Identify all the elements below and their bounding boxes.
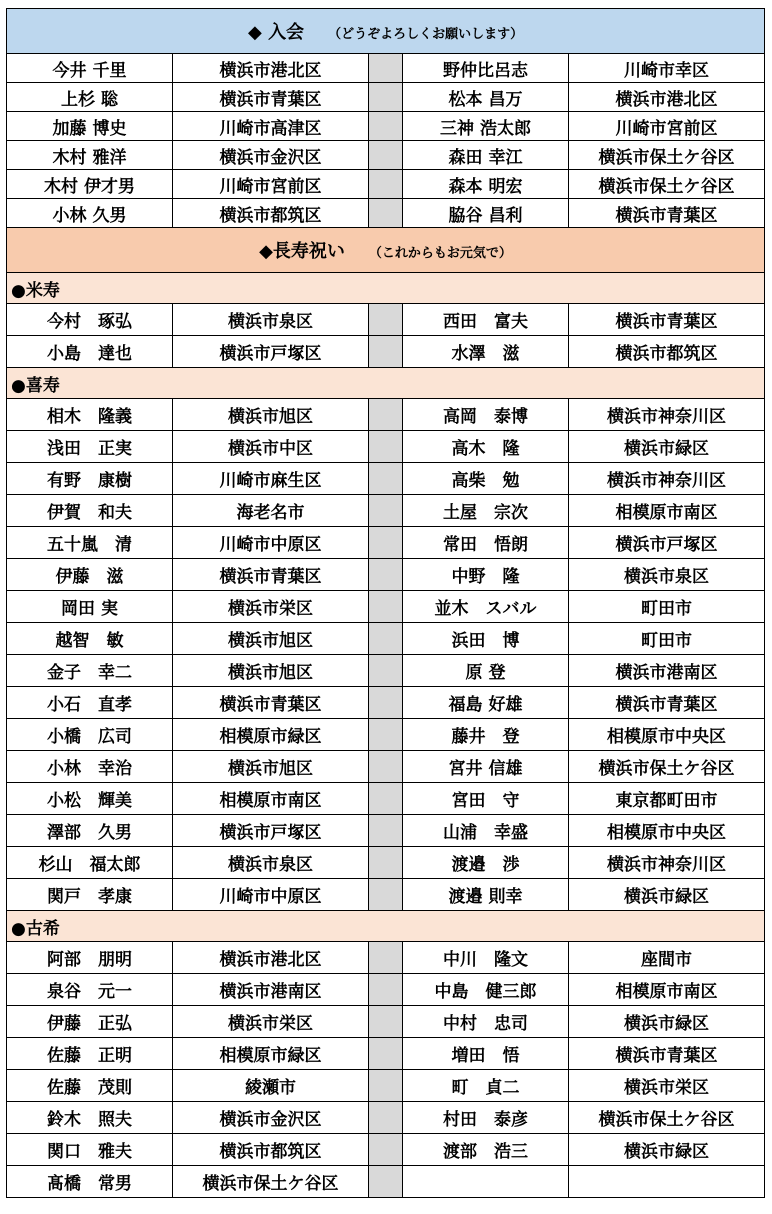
column-divider <box>369 141 403 170</box>
table-row <box>7 655 765 687</box>
member-name: 杉山 福太郎 <box>7 847 173 879</box>
member-city: 横浜市旭区 <box>173 655 369 687</box>
member-name: 伊賀 和夫 <box>7 495 173 527</box>
roster-body <box>7 9 765 1198</box>
column-divider <box>369 942 403 974</box>
table-row <box>7 463 765 495</box>
member-city: 川崎市中原区 <box>173 527 369 559</box>
table-row <box>7 1134 765 1166</box>
member-city: 川崎市宮前区 <box>173 170 369 199</box>
member-name: 中川 隆文 <box>403 942 569 974</box>
table-row <box>7 879 765 911</box>
member-name: 今村 琢弘 <box>7 304 173 336</box>
table-row <box>7 495 765 527</box>
member-city <box>569 1166 765 1198</box>
table-row <box>7 815 765 847</box>
member-city: 横浜市青葉区 <box>173 559 369 591</box>
member-name: 渡邉 則幸 <box>403 879 569 911</box>
member-name: 村田 泰彦 <box>403 1102 569 1134</box>
member-city: 横浜市港北区 <box>173 54 369 83</box>
member-city: 横浜市神奈川区 <box>569 847 765 879</box>
table-row <box>7 942 765 974</box>
member-name: 上杉 聡 <box>7 83 173 112</box>
column-divider <box>369 1070 403 1102</box>
member-name: 岡田 実 <box>7 591 173 623</box>
member-name: 加藤 博史 <box>7 112 173 141</box>
column-divider <box>369 527 403 559</box>
member-name: 有野 康樹 <box>7 463 173 495</box>
member-name: 澤部 久男 <box>7 815 173 847</box>
longevity-header-heading <box>259 237 512 263</box>
longevity-header-title: ◆長寿祝い <box>259 241 345 262</box>
member-city: 横浜市栄区 <box>173 591 369 623</box>
member-city: 横浜市都筑区 <box>173 199 369 228</box>
member-name: 高柴 勉 <box>403 463 569 495</box>
member-name <box>403 1166 569 1198</box>
member-name: 高岡 泰博 <box>403 399 569 431</box>
member-city: 川崎市高津区 <box>173 112 369 141</box>
member-name: 泉谷 元一 <box>7 974 173 1006</box>
member-city: 横浜市港南区 <box>569 655 765 687</box>
table-row <box>7 1166 765 1198</box>
longevity-header <box>7 228 765 273</box>
member-city: 横浜市青葉区 <box>569 1038 765 1070</box>
member-city: 横浜市保土ケ谷区 <box>569 751 765 783</box>
member-city: 横浜市緑区 <box>569 1006 765 1038</box>
table-row <box>7 431 765 463</box>
member-city: 横浜市青葉区 <box>173 83 369 112</box>
member-name: 藤井 登 <box>403 719 569 751</box>
member-name: 小松 輝美 <box>7 783 173 815</box>
member-name: 木村 伊才男 <box>7 170 173 199</box>
table-row <box>7 83 765 112</box>
member-city: 座間市 <box>569 942 765 974</box>
member-name: 中野 隆 <box>403 559 569 591</box>
member-name: 小橋 広司 <box>7 719 173 751</box>
table-row <box>7 1070 765 1102</box>
member-name: 中村 忠司 <box>403 1006 569 1038</box>
join-header <box>7 9 765 54</box>
member-name: 宮井 信雄 <box>403 751 569 783</box>
beiju-header-label: ●米寿 <box>7 273 765 304</box>
member-city: 川崎市宮前区 <box>569 112 765 141</box>
member-name: 常田 悟朗 <box>403 527 569 559</box>
column-divider <box>369 112 403 141</box>
member-city: 横浜市青葉区 <box>173 687 369 719</box>
table-row <box>7 591 765 623</box>
column-divider <box>369 719 403 751</box>
member-name: 松本 昌万 <box>403 83 569 112</box>
column-divider <box>369 815 403 847</box>
table-row <box>7 199 765 228</box>
member-city: 相模原市南区 <box>173 783 369 815</box>
table-row <box>7 1038 765 1070</box>
join-header-title: ◆ 入会 <box>247 22 305 43</box>
column-divider <box>369 83 403 112</box>
member-name: 高木 隆 <box>403 431 569 463</box>
member-name: 金子 幸二 <box>7 655 173 687</box>
member-city: 町田市 <box>569 591 765 623</box>
column-divider <box>369 559 403 591</box>
member-city: 川崎市幸区 <box>569 54 765 83</box>
column-divider <box>369 687 403 719</box>
column-divider <box>369 783 403 815</box>
roster-table <box>6 8 765 1198</box>
member-name: 並木 スバル <box>403 591 569 623</box>
member-city: 横浜市神奈川区 <box>569 399 765 431</box>
member-city: 横浜市保土ケ谷区 <box>569 141 765 170</box>
member-city: 横浜市栄区 <box>569 1070 765 1102</box>
column-divider <box>369 623 403 655</box>
column-divider <box>369 336 403 368</box>
join-header-note: （どうぞよろしくお願いします） <box>328 27 524 42</box>
member-name: 関口 雅夫 <box>7 1134 173 1166</box>
member-name: 佐藤 正明 <box>7 1038 173 1070</box>
member-city: 横浜市緑区 <box>569 431 765 463</box>
member-city: 綾瀬市 <box>173 1070 369 1102</box>
member-name: 佐藤 茂則 <box>7 1070 173 1102</box>
column-divider <box>369 1166 403 1198</box>
column-divider <box>369 399 403 431</box>
member-city: 横浜市金沢区 <box>173 141 369 170</box>
table-row <box>7 399 765 431</box>
member-city: 横浜市緑区 <box>569 879 765 911</box>
member-city: 横浜市青葉区 <box>569 199 765 228</box>
member-city: 横浜市青葉区 <box>569 687 765 719</box>
member-name: 関戸 孝康 <box>7 879 173 911</box>
member-city: 相模原市緑区 <box>173 1038 369 1070</box>
member-city: 横浜市栄区 <box>173 1006 369 1038</box>
member-name: 渡部 浩三 <box>403 1134 569 1166</box>
member-name: 渡邉 渉 <box>403 847 569 879</box>
member-name: 今井 千里 <box>7 54 173 83</box>
member-name: 山浦 幸盛 <box>403 815 569 847</box>
member-city: 横浜市保土ケ谷区 <box>569 170 765 199</box>
table-row <box>7 336 765 368</box>
column-divider <box>369 431 403 463</box>
member-name: 小石 直孝 <box>7 687 173 719</box>
member-city: 横浜市旭区 <box>173 751 369 783</box>
member-name: 三神 浩太郎 <box>403 112 569 141</box>
member-city: 相模原市中央区 <box>569 719 765 751</box>
member-city: 横浜市港北区 <box>173 942 369 974</box>
member-name: 宮田 守 <box>403 783 569 815</box>
member-city: 横浜市保土ケ谷区 <box>173 1166 369 1198</box>
member-city: 相模原市南区 <box>569 495 765 527</box>
table-row <box>7 141 765 170</box>
member-name: 福島 好雄 <box>403 687 569 719</box>
column-divider <box>369 751 403 783</box>
member-name: 西田 富夫 <box>403 304 569 336</box>
member-name: 浜田 博 <box>403 623 569 655</box>
column-divider <box>369 170 403 199</box>
column-divider <box>369 847 403 879</box>
column-divider <box>369 495 403 527</box>
member-name: 五十嵐 清 <box>7 527 173 559</box>
table-row <box>7 974 765 1006</box>
column-divider <box>369 879 403 911</box>
koki-header-label: ●古希 <box>7 911 765 942</box>
member-city: 相模原市南区 <box>569 974 765 1006</box>
member-city: 横浜市泉区 <box>173 304 369 336</box>
kiju-header-label: ●喜寿 <box>7 368 765 399</box>
table-row <box>7 719 765 751</box>
member-city: 横浜市緑区 <box>569 1134 765 1166</box>
table-row <box>7 54 765 83</box>
member-city: 横浜市旭区 <box>173 623 369 655</box>
member-name: 増田 悟 <box>403 1038 569 1070</box>
member-name: 小林 久男 <box>7 199 173 228</box>
table-row <box>7 847 765 879</box>
table-row <box>7 170 765 199</box>
member-city: 横浜市都筑区 <box>569 336 765 368</box>
member-city: 横浜市金沢区 <box>173 1102 369 1134</box>
member-city: 町田市 <box>569 623 765 655</box>
column-divider <box>369 1102 403 1134</box>
member-city: 横浜市保土ケ谷区 <box>569 1102 765 1134</box>
column-divider <box>369 54 403 83</box>
join-header-heading <box>248 18 523 44</box>
member-name: 伊藤 正弘 <box>7 1006 173 1038</box>
member-name: 野仲比呂志 <box>403 54 569 83</box>
longevity-header-cell <box>7 228 765 273</box>
member-city: 横浜市旭区 <box>173 399 369 431</box>
member-city: 横浜市都筑区 <box>173 1134 369 1166</box>
kiju-header <box>7 368 765 399</box>
member-name: 小林 幸治 <box>7 751 173 783</box>
member-city: 川崎市中原区 <box>173 879 369 911</box>
table-row <box>7 783 765 815</box>
beiju-header <box>7 273 765 304</box>
member-city: 東京都町田市 <box>569 783 765 815</box>
longevity-header-note: （これからもお元気で） <box>368 246 512 261</box>
member-name: 相木 隆義 <box>7 399 173 431</box>
join-header-cell <box>7 9 765 54</box>
column-divider <box>369 974 403 1006</box>
member-name: 町 貞二 <box>403 1070 569 1102</box>
member-name: 中島 健三郎 <box>403 974 569 1006</box>
column-divider <box>369 1006 403 1038</box>
member-city: 川崎市麻生区 <box>173 463 369 495</box>
table-row <box>7 1006 765 1038</box>
member-name: 越智 敏 <box>7 623 173 655</box>
member-city: 横浜市戸塚区 <box>173 336 369 368</box>
member-city: 海老名市 <box>173 495 369 527</box>
member-name: 髙橋 常男 <box>7 1166 173 1198</box>
member-city: 横浜市中区 <box>173 431 369 463</box>
table-row <box>7 751 765 783</box>
member-name: 森田 幸江 <box>403 141 569 170</box>
column-divider <box>369 655 403 687</box>
column-divider <box>369 199 403 228</box>
member-name: 森本 明宏 <box>403 170 569 199</box>
table-row <box>7 687 765 719</box>
member-city: 横浜市戸塚区 <box>173 815 369 847</box>
member-city: 相模原市緑区 <box>173 719 369 751</box>
table-row <box>7 1102 765 1134</box>
table-row <box>7 623 765 655</box>
column-divider <box>369 1134 403 1166</box>
table-row <box>7 304 765 336</box>
member-city: 横浜市港北区 <box>569 83 765 112</box>
member-city: 横浜市泉区 <box>569 559 765 591</box>
member-name: 水澤 滋 <box>403 336 569 368</box>
member-name: 土屋 宗次 <box>403 495 569 527</box>
table-row <box>7 112 765 141</box>
member-city: 横浜市青葉区 <box>569 304 765 336</box>
member-name: 原 登 <box>403 655 569 687</box>
member-city: 横浜市神奈川区 <box>569 463 765 495</box>
column-divider <box>369 1038 403 1070</box>
table-row <box>7 527 765 559</box>
member-city: 横浜市港南区 <box>173 974 369 1006</box>
member-name: 鈴木 照夫 <box>7 1102 173 1134</box>
koki-header <box>7 911 765 942</box>
column-divider <box>369 304 403 336</box>
member-city: 横浜市戸塚区 <box>569 527 765 559</box>
column-divider <box>369 463 403 495</box>
column-divider <box>369 591 403 623</box>
member-name: 木村 雅洋 <box>7 141 173 170</box>
table-row <box>7 559 765 591</box>
member-name: 浅田 正実 <box>7 431 173 463</box>
member-name: 伊藤 滋 <box>7 559 173 591</box>
member-name: 脇谷 昌利 <box>403 199 569 228</box>
member-city: 相模原市中央区 <box>569 815 765 847</box>
member-name: 阿部 朋明 <box>7 942 173 974</box>
member-name: 小島 達也 <box>7 336 173 368</box>
member-city: 横浜市泉区 <box>173 847 369 879</box>
